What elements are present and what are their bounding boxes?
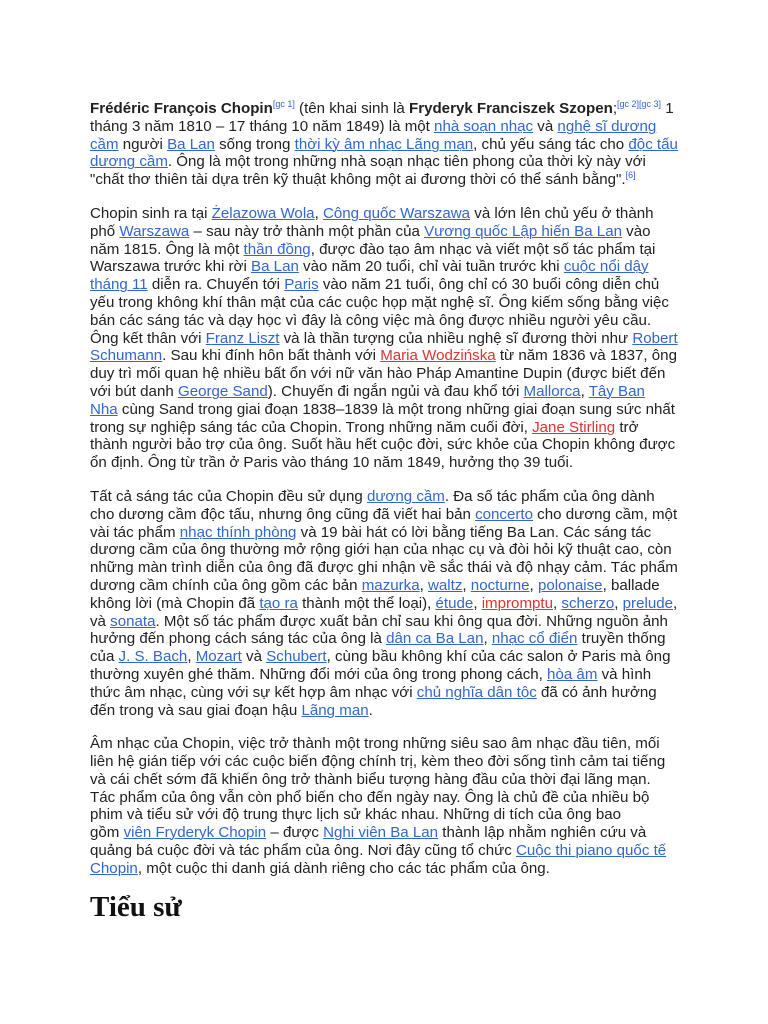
article-link[interactable]: mazurka <box>361 576 420 594</box>
text-line <box>90 153 730 171</box>
text-run: truyền thống <box>577 630 666 648</box>
text-line <box>90 684 730 702</box>
text-run: 1 <box>661 100 674 117</box>
article-link[interactable]: Warszawa <box>119 222 190 240</box>
text-run: quảng bá cuộc đời và tác phẩm của ông. Nơi đây cũng tổ chức <box>90 842 516 860</box>
text-run: dương cầm của ông thường mở rộng giới hạn của nhạc cụ và đòi hỏi kỹ thuật cao, còn <box>90 541 672 559</box>
text-line <box>90 258 730 276</box>
text-line <box>90 205 730 223</box>
citation-ref[interactable]: [gc 2] <box>617 99 640 109</box>
text-line <box>90 842 730 860</box>
article-link[interactable]: hòa âm <box>547 665 598 683</box>
text-run: và <box>241 648 267 666</box>
article-link[interactable]: Ba Lan <box>251 258 299 276</box>
article-link[interactable]: George Sand <box>177 382 268 400</box>
text-run: duy trì mối quan hệ nhiều bất ổn với nữ văn hào Pháp Amantine Dupin (được biết đến <box>90 365 666 383</box>
article-link[interactable]: Mallorca <box>523 382 581 400</box>
text-run: yếu trong không khí thân mật của các cuộc họp mặt nghệ sĩ. Ông kiếm sống bằng việc <box>90 293 669 311</box>
text-run: và <box>90 612 111 630</box>
text-run: ổn định. Ông từ trần ở Paris vào tháng 10 năm 1849, hưởng thọ 39 tuổi. <box>90 454 574 472</box>
text-run: , <box>529 576 538 594</box>
text-line <box>90 806 730 824</box>
text-line <box>90 171 730 189</box>
text-line <box>90 223 730 241</box>
text-run: – sau này trở thành một phần của <box>189 222 425 240</box>
text-run: – được <box>266 824 324 842</box>
text-line <box>90 330 730 348</box>
paragraph <box>90 100 730 189</box>
article-link[interactable]: cuộc nổi dậy <box>563 258 649 276</box>
text-run: , cùng bầu không khí của các salon ở Paris mà ông <box>326 648 671 666</box>
article-link[interactable]: tháng 11 <box>90 276 148 294</box>
text-line <box>90 383 730 401</box>
text-run: trở <box>615 418 639 436</box>
text-run: người <box>118 135 168 153</box>
article-link[interactable]: Cuộc thi piano quốc tế <box>515 842 667 860</box>
article-link[interactable]: Chopin <box>90 859 138 877</box>
article-link[interactable]: Mozart <box>195 648 242 666</box>
text-run: và là thần tượng của nhiều nghệ sĩ đương thời như <box>279 329 633 347</box>
text-run: , ballade <box>602 576 660 594</box>
article-link[interactable]: Franz Liszt <box>205 329 280 347</box>
article-link[interactable]: nhà soạn nhạc <box>434 117 534 135</box>
paragraph <box>90 735 730 877</box>
text-run: , <box>419 576 429 594</box>
text-run: , <box>553 594 562 612</box>
text-run: Ông kết thân với <box>90 329 206 347</box>
text-line <box>90 294 730 312</box>
text-line <box>90 860 730 878</box>
section-heading-biography: Tiểu sử <box>90 891 182 923</box>
article-link[interactable]: waltz <box>428 576 463 594</box>
paragraph <box>90 205 730 472</box>
text-run: , <box>187 648 196 666</box>
text-line <box>90 118 730 136</box>
text-run: và cái chết sớm đã khiến ông trở thành biểu tượng hàng đầu của thời đại lãng mạn. <box>90 770 651 788</box>
text-run: Tác phẩm của ông vẫn còn phổ biến cho đến ngày nay. Ông là chủ đề của nhiều bộ <box>90 788 650 806</box>
text-run: thường xuyên ghé thăm. Những đổi mới của ông trong phong cách, <box>90 665 548 683</box>
text-run: tháng 3 năm 1810 – 17 tháng 10 năm 1849) là một <box>90 117 435 135</box>
text-run: ). Chuyến đi ngắn ngủi và đau khổ tới <box>267 382 524 400</box>
text-run: . Một số tác phẩm được xuất bản chỉ sau khi ông qua đời. Những nguồn ảnh <box>155 612 668 630</box>
text-line <box>90 506 730 524</box>
article-link[interactable]: Lãng mạn <box>301 701 369 719</box>
text-run: , <box>614 594 623 612</box>
paragraph <box>90 488 730 719</box>
article-link[interactable]: dân ca Ba Lan <box>386 630 484 648</box>
text-line <box>90 454 730 472</box>
text-run: , một cuộc thi danh giá dành riêng cho các tác phẩm của ông. <box>137 859 550 877</box>
text-run: , <box>483 630 492 648</box>
text-run: vào <box>621 222 651 240</box>
text-line <box>90 541 730 559</box>
text-line <box>90 401 730 419</box>
text-run: và hình <box>597 665 652 683</box>
text-run: "chất thơ thiên tài dựa trên kỹ thuật không một ai đương thời có thể sánh bằng". <box>90 171 626 189</box>
text-run: bán các sáng tác và dạy học vì đây là công việc mà ông được nhiều người yêu cầu. <box>90 311 652 329</box>
article-link[interactable]: Nha <box>90 400 118 418</box>
article-link[interactable]: nhạc thính phòng <box>179 523 297 541</box>
citation-ref[interactable]: [6] <box>625 170 636 181</box>
text-run: vào năm 20 tuổi, chỉ vài tuần trước khi <box>298 258 564 276</box>
text-line <box>90 648 730 666</box>
text-run: từ năm 1836 và 1837, ông <box>495 347 677 365</box>
article-link[interactable]: Tây Ban <box>588 382 645 400</box>
text-line <box>90 735 730 753</box>
article-link[interactable]: viên Fryderyk Chopin <box>123 824 267 842</box>
text-line <box>90 241 730 259</box>
text-line <box>90 559 730 577</box>
article-link[interactable]: Nghi viên Ba Lan <box>323 824 439 842</box>
text-line <box>90 276 730 294</box>
article-link[interactable]: Żelazowa Wola <box>211 204 315 222</box>
article-link[interactable]: Paris <box>284 276 319 294</box>
article-link[interactable]: prelude <box>622 594 674 612</box>
text-run: thành lập nhằm nghiên cứu và <box>438 824 647 842</box>
text-run: phim và tiểu sử với độ trung thực lịch sử khác nhau. Những di tích của ông bao <box>90 806 622 824</box>
text-line <box>90 789 730 807</box>
article-link[interactable]: Robert <box>632 329 678 347</box>
text-run: trong sự nghiệp sáng tác của Chopin. Trong những năm cuối đời, <box>90 418 533 436</box>
text-line <box>90 771 730 789</box>
text-run: Tất cả sáng tác của Chopin đều sử dụng <box>90 487 367 505</box>
text-run: , chủ yếu sáng tác cho <box>473 135 629 153</box>
article-link[interactable]: thời kỳ âm nhạc Lãng mạn <box>294 135 474 153</box>
article-link[interactable]: nghệ sĩ dương <box>557 117 657 135</box>
text-run: thành một thể loại), <box>297 594 436 612</box>
text-line <box>90 419 730 437</box>
text-run: , <box>462 576 471 594</box>
article-link[interactable]: Công quốc Warszawa <box>322 204 471 222</box>
text-line <box>90 702 730 720</box>
text-run: thức âm nhạc, cùng với sự kết hợp âm nhạc với <box>90 683 417 701</box>
article-link[interactable]: polonaise <box>537 576 603 594</box>
article-link[interactable]: độc tấu <box>628 135 678 153</box>
article-link[interactable]: J. S. Bach <box>118 648 188 666</box>
text-run: . <box>368 701 373 719</box>
text-line <box>90 613 730 631</box>
text-run: diễn ra. Chuyển tới <box>147 276 285 294</box>
text-run: và 19 bài hát có lời bằng tiếng Ba Lan. Các sáng tác <box>296 523 652 541</box>
article-link[interactable]: étude <box>435 594 474 612</box>
text-run: hưởng đến phong cách sáng tác của ông là <box>90 630 387 648</box>
text-run: của <box>90 648 119 666</box>
text-run: sống trong <box>214 135 295 153</box>
text-run: (tên khai sinh là <box>294 100 409 117</box>
bold-term: Fryderyk Franciszek Szopen <box>408 100 613 117</box>
text-run: thành người bảo trợ của ông. Suốt hầu hết cuộc đời, sức khỏe của Chopin không được <box>90 436 676 454</box>
text-run: liên hệ gián tiếp với các cuộc biến động chính trị, kèm theo đời sống tình cảm tai tiếng <box>90 753 666 771</box>
text-run: cho dương cầm độc tấu, nhưng ông cũng đã viết hai bản <box>90 505 476 523</box>
text-run: , <box>673 594 678 612</box>
article-link[interactable]: Ba Lan <box>167 135 215 153</box>
text-run: Warszawa trước khi rời <box>90 258 252 276</box>
text-line <box>90 753 730 771</box>
text-run: gồm <box>90 824 124 842</box>
article-link[interactable]: dương cầm <box>366 487 445 505</box>
text-line <box>90 666 730 684</box>
missing-article-link[interactable]: Maria Wodzińska <box>380 347 496 365</box>
text-run: Âm nhạc của Chopin, việc trở thành một trong những siêu sao âm nhạc đầu tiên, mối <box>90 735 660 753</box>
text-line <box>90 577 730 595</box>
text-run: . Đa số tác phẩm của ông dành <box>444 487 655 505</box>
missing-article-link[interactable]: Jane Stirling <box>532 418 616 436</box>
text-line <box>90 595 730 613</box>
text-run: , <box>473 594 482 612</box>
text-line <box>90 347 730 365</box>
text-line <box>90 136 730 154</box>
article-link[interactable]: Schubert <box>266 648 327 666</box>
text-run: . Sau khi đính hôn bất thành với <box>162 347 381 365</box>
article-link[interactable]: scherzo <box>561 594 615 612</box>
text-line <box>90 100 730 118</box>
article-link[interactable]: dương cầm <box>90 153 168 171</box>
text-run: ; <box>612 100 618 117</box>
text-run: với bút danh <box>90 382 178 400</box>
text-run: cho dương cầm, một <box>532 505 678 523</box>
text-run: phố <box>90 222 120 240</box>
article-link[interactable]: Vương quốc Lập hiến Ba Lan <box>424 222 622 240</box>
text-run: không lời (mà Chopin đã <box>90 594 260 612</box>
text-run: Chopin sinh ra tại <box>90 204 212 222</box>
article-lead-section <box>90 100 730 894</box>
citation-ref[interactable]: [gc 3] <box>639 99 662 109</box>
text-run: , <box>314 204 323 222</box>
article-link[interactable]: concerto <box>475 505 533 523</box>
text-line <box>90 365 730 383</box>
text-run: , <box>580 382 589 400</box>
text-run: dương cầm chính của ông gồm các bản <box>90 576 362 594</box>
text-run: và <box>533 117 558 135</box>
text-run: năm 1815. Ông là một <box>90 240 244 258</box>
article-link[interactable]: tạo ra <box>259 594 298 612</box>
article-link[interactable]: sonata <box>110 612 156 630</box>
article-link[interactable]: nocturne <box>470 576 530 594</box>
text-run: vài tác phẩm <box>90 523 180 541</box>
article-link[interactable]: thần đồng <box>243 240 311 258</box>
text-run: vào năm 21 tuổi, ông chỉ có 30 buổi công diễn chủ <box>318 276 660 294</box>
article-link[interactable]: Schumann <box>90 347 163 365</box>
citation-ref[interactable]: [gc 1] <box>272 99 295 109</box>
text-run: và lớn lên chủ yếu ở thành <box>470 204 654 222</box>
text-run: đến trong và sau giai đoạn hậu <box>90 701 302 719</box>
text-line <box>90 824 730 842</box>
text-run: , được đào tạo âm nhạc và viết một số tác phẩm tại <box>310 240 656 258</box>
text-line <box>90 312 730 330</box>
text-run: đã có ảnh hưởng <box>536 683 657 701</box>
bold-term: Frédéric François Chopin <box>90 100 273 117</box>
text-line <box>90 436 730 454</box>
article-link[interactable]: nhạc cổ điển <box>491 630 578 648</box>
text-run: cùng Sand trong giai đoạn 1838–1839 là một trong những giai đoạn sung sức nhất <box>117 400 675 418</box>
text-line <box>90 488 730 506</box>
text-run: . Ông là một trong những nhà soạn nhạc tiên phong của thời kỳ này với <box>167 153 646 171</box>
text-run: những màn trình diễn của ông đã được ghi nhận về sắc thái và độ nhạy cảm. Tác phẩm <box>90 559 678 577</box>
text-line <box>90 524 730 542</box>
article-link[interactable]: chủ nghĩa dân tộc <box>416 683 537 701</box>
text-line <box>90 630 730 648</box>
missing-article-link[interactable]: impromptu <box>481 594 554 612</box>
article-link[interactable]: cầm <box>90 135 119 153</box>
